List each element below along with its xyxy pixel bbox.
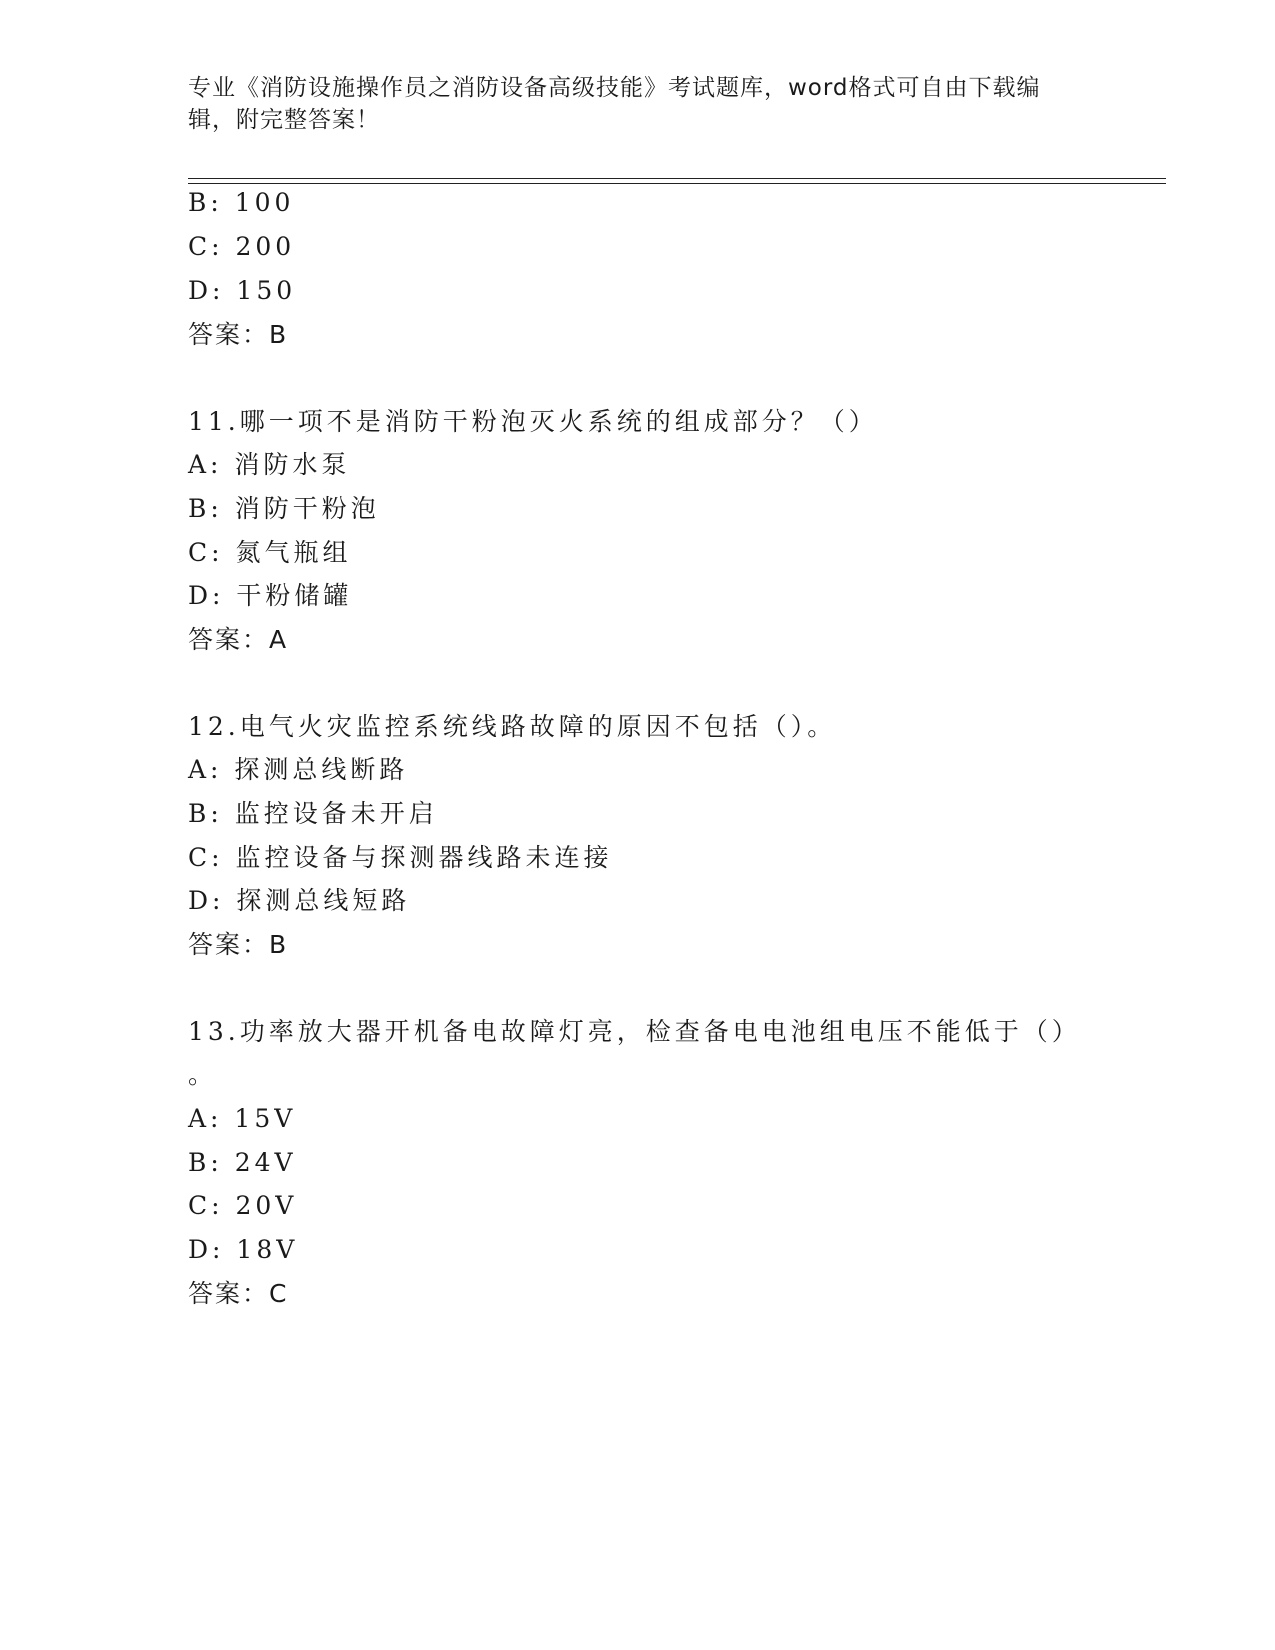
answer-label: 答案：B: [188, 930, 289, 959]
option-c: C: 20V: [188, 1191, 298, 1220]
option-d: D: 干粉储罐: [188, 581, 353, 610]
option-c: C: 氮气瓶组: [188, 538, 352, 567]
header-divider-top: [188, 178, 1166, 179]
header-divider-bottom: [188, 183, 1166, 184]
option-b: B: 监控设备未开启: [188, 799, 438, 828]
question-stem: 13.功率放大器开机备电故障灯亮，检查备电电池组电压不能低于（）: [188, 1017, 1081, 1046]
option-b: B: 24V: [188, 1148, 297, 1177]
option-a: A: 消防水泵: [188, 450, 351, 479]
question-stem: 12.电气火灾监控系统线路故障的原因不包括（）。: [188, 712, 837, 741]
option-c: C: 监控设备与探测器线路未连接: [188, 843, 613, 872]
answer-label: 答案：C: [188, 1279, 289, 1308]
document-header: 专业《消防设施操作员之消防设备高级技能》考试题库，word格式可自由下载编辑，附完整答案！: [188, 75, 1041, 133]
question-stem-continuation: 。: [188, 1060, 218, 1089]
option-c: C: 200: [188, 232, 296, 261]
answer-label: 答案：A: [188, 625, 289, 654]
question-stem: 11.哪一项不是消防干粉泡灭火系统的组成部分？（）: [188, 407, 878, 436]
answer-label: 答案：B: [188, 320, 289, 349]
option-d: D: 探测总线短路: [188, 886, 411, 915]
option-a: A: 探测总线断路: [188, 755, 409, 784]
option-b: B: 100: [188, 188, 295, 217]
option-b: B: 消防干粉泡: [188, 494, 380, 523]
option-d: D: 150: [188, 276, 297, 305]
option-a: A: 15V: [188, 1104, 297, 1133]
option-d: D: 18V: [188, 1235, 299, 1264]
